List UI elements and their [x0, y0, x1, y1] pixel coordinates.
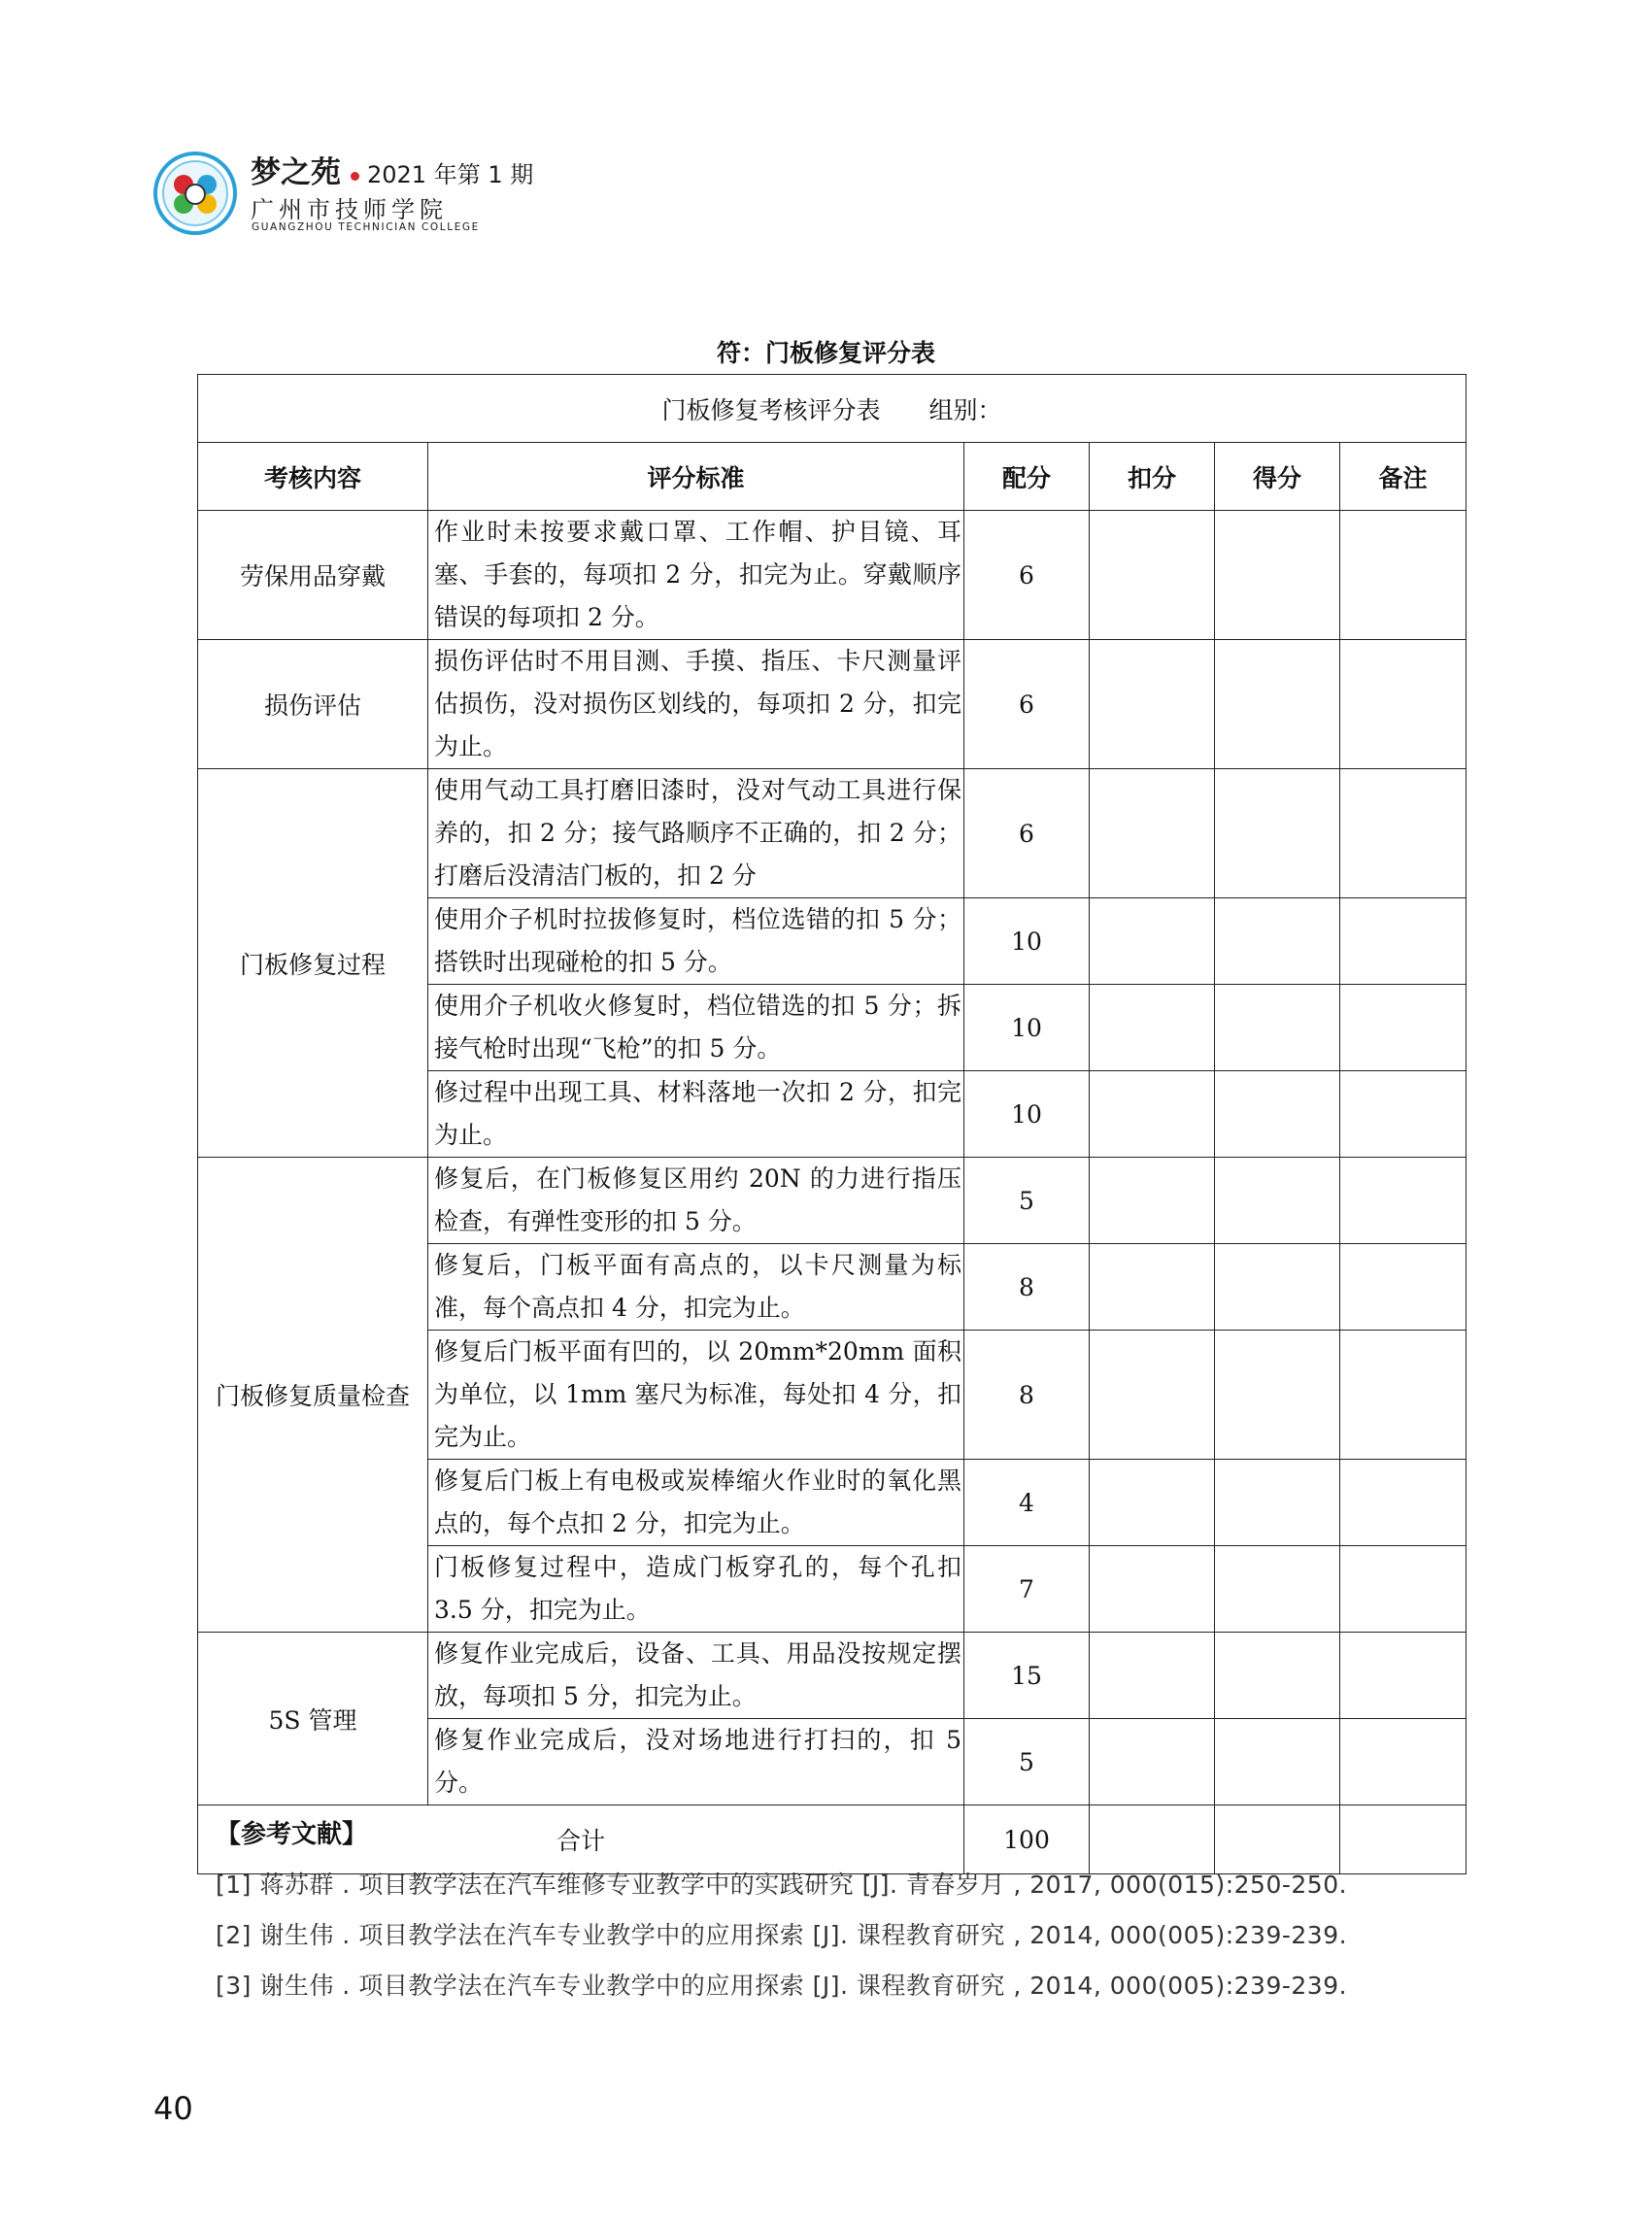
points-cell: 15 — [964, 1633, 1090, 1719]
table-row — [198, 1158, 1467, 1244]
remarks-cell[interactable] — [1340, 640, 1467, 769]
score-cell[interactable] — [1215, 985, 1340, 1071]
issue-label: 2021 年第 1 期 — [367, 161, 534, 188]
header-points: 配分 — [964, 443, 1090, 511]
reference-item: [3] 谢生伟 . 项目教学法在汽车专业教学中的应用探索 [J]. 课程教育研究 , 2014, 000(005):239-239. — [216, 1972, 1348, 2000]
deduction-cell[interactable] — [1090, 1244, 1215, 1331]
deduction-cell[interactable] — [1090, 1546, 1215, 1633]
points-cell: 6 — [964, 769, 1090, 898]
total-points: 100 — [964, 1805, 1090, 1874]
points-cell: 4 — [964, 1460, 1090, 1546]
criteria-cell: 使用介子机时拉拔修复时，档位选错的扣 5 分；搭铁时出现碰枪的扣 5 分。 — [428, 898, 964, 985]
references-section — [216, 1814, 1478, 2002]
remarks-cell[interactable] — [1340, 1158, 1467, 1244]
criteria-cell: 作业时未按要求戴口罩、工作帽、护目镜、耳塞、手套的，每项扣 2 分，扣完为止。穿戴顺序错误的每项扣 2 分。 — [428, 511, 964, 640]
remarks-cell[interactable] — [1340, 985, 1467, 1071]
remarks-cell[interactable] — [1340, 1719, 1467, 1805]
category-cell: 门板修复质量检查 — [198, 1158, 428, 1633]
deduction-cell[interactable] — [1090, 1633, 1215, 1719]
table-row — [198, 511, 1467, 640]
header-content: 考核内容 — [198, 443, 428, 511]
criteria-cell: 修复后门板平面有凹的，以 20mm*20mm 面积为单位，以 1mm 塞尺为标准，每处扣 4 分，扣完为止。 — [428, 1331, 964, 1460]
header-remarks: 备注 — [1340, 443, 1467, 511]
page-number: 40 — [153, 2090, 193, 2127]
criteria-cell: 修复作业完成后，设备、工具、用品没按规定摆放，每项扣 5 分，扣完为止。 — [428, 1633, 964, 1719]
deduction-cell[interactable] — [1090, 769, 1215, 898]
points-cell: 5 — [964, 1158, 1090, 1244]
score-cell[interactable] — [1215, 1158, 1340, 1244]
points-cell: 8 — [964, 1331, 1090, 1460]
score-cell[interactable] — [1215, 1460, 1340, 1546]
criteria-cell: 修复作业完成后，没对场地进行打扫的，扣 5 分。 — [428, 1719, 964, 1805]
college-logo — [153, 152, 237, 235]
criteria-cell: 使用介子机收火修复时，档位错选的扣 5 分；拆接气枪时出现“飞枪”的扣 5 分。 — [428, 985, 964, 1071]
points-cell: 6 — [964, 511, 1090, 640]
table-row — [198, 640, 1467, 769]
score-cell[interactable] — [1215, 1546, 1340, 1633]
points-cell: 7 — [964, 1546, 1090, 1633]
criteria-cell: 门板修复过程中，造成门板穿孔的，每个孔扣 3.5 分，扣完为止。 — [428, 1546, 964, 1633]
table-row — [198, 1633, 1467, 1719]
red-dot-icon — [351, 172, 359, 181]
college-name-en: GUANGZHOU TECHNICIAN COLLEGE — [252, 221, 480, 233]
college-name-cn: 广州市技师学院 — [251, 196, 448, 223]
points-cell: 6 — [964, 640, 1090, 769]
score-cell[interactable] — [1215, 898, 1340, 985]
header-deduction: 扣分 — [1090, 443, 1215, 511]
category-cell: 5S 管理 — [198, 1633, 428, 1805]
deduction-cell[interactable] — [1090, 1158, 1215, 1244]
deduction-cell[interactable] — [1090, 1460, 1215, 1546]
remarks-cell[interactable] — [1340, 769, 1467, 898]
deduction-cell[interactable] — [1090, 898, 1215, 985]
reference-item: [1] 蒋苏群 . 项目教学法在汽车维修专业教学中的实践研究 [J]. 青春岁月 , 2017, 000(015):250-250. — [216, 1871, 1348, 1899]
criteria-cell: 修复后，门板平面有高点的，以卡尺测量为标准，每个高点扣 4 分，扣完为止。 — [428, 1244, 964, 1331]
remarks-cell[interactable] — [1340, 1633, 1467, 1719]
references-title: 【参考文献】 — [216, 1820, 368, 1849]
deduction-cell[interactable] — [1090, 1719, 1215, 1805]
deduction-cell[interactable] — [1090, 1331, 1215, 1460]
points-cell: 5 — [964, 1719, 1090, 1805]
magazine-name: 梦之苑 — [251, 155, 341, 190]
deduction-cell[interactable] — [1090, 511, 1215, 640]
remarks-cell[interactable] — [1340, 1071, 1467, 1158]
remarks-cell[interactable] — [1340, 1460, 1467, 1546]
table-title: 门板修复考核评分表 组别： — [198, 375, 1467, 443]
score-cell[interactable] — [1215, 1633, 1340, 1719]
page-header — [153, 148, 697, 240]
score-cell[interactable] — [1215, 1331, 1340, 1460]
points-cell: 10 — [964, 898, 1090, 985]
criteria-cell: 修过程中出现工具、材料落地一次扣 2 分，扣完为止。 — [428, 1071, 964, 1158]
remarks-cell[interactable] — [1340, 1331, 1467, 1460]
table-row — [198, 769, 1467, 898]
deduction-cell[interactable] — [1090, 640, 1215, 769]
category-cell: 损伤评估 — [198, 640, 428, 769]
category-cell: 门板修复过程 — [198, 769, 428, 1158]
criteria-cell: 使用气动工具打磨旧漆时，没对气动工具进行保养的，扣 2 分；接气路顺序不正确的，扣 2 分；打磨后没清洁门板的，扣 2 分 — [428, 769, 964, 898]
score-cell[interactable] — [1215, 1719, 1340, 1805]
points-cell: 10 — [964, 1071, 1090, 1158]
remarks-cell[interactable] — [1340, 1244, 1467, 1331]
header-score: 得分 — [1215, 443, 1340, 511]
score-cell[interactable] — [1215, 511, 1340, 640]
points-cell: 8 — [964, 1244, 1090, 1331]
header-criteria: 评分标准 — [428, 443, 964, 511]
deduction-cell[interactable] — [1090, 985, 1215, 1071]
magazine-title — [251, 148, 533, 191]
remarks-cell[interactable] — [1340, 511, 1467, 640]
score-cell[interactable] — [1215, 769, 1340, 898]
criteria-cell: 修复后门板上有电极或炭棒缩火作业时的氧化黑点的，每个点扣 2 分，扣完为止。 — [428, 1460, 964, 1546]
score-cell[interactable] — [1215, 1071, 1340, 1158]
points-cell: 10 — [964, 985, 1090, 1071]
deduction-cell[interactable] — [1090, 1071, 1215, 1158]
criteria-cell: 修复后，在门板修复区用约 20N 的力进行指压检查，有弹性变形的扣 5 分。 — [428, 1158, 964, 1244]
scoring-table — [197, 374, 1467, 1874]
remarks-cell[interactable] — [1340, 898, 1467, 985]
score-cell[interactable] — [1215, 1244, 1340, 1331]
remarks-cell[interactable] — [1340, 1546, 1467, 1633]
criteria-cell: 损伤评估时不用目测、手摸、指压、卡尺测量评估损伤，没对损伤区划线的，每项扣 2 分，扣完为止。 — [428, 640, 964, 769]
score-cell[interactable] — [1215, 640, 1340, 769]
table-caption: 符：门板修复评分表 — [716, 339, 935, 367]
reference-item: [2] 谢生伟 . 项目教学法在汽车专业教学中的应用探索 [J]. 课程教育研究 , 2014, 000(005):239-239. — [216, 1921, 1348, 1949]
category-cell: 劳保用品穿戴 — [198, 511, 428, 640]
total-label: 合计 — [198, 1805, 964, 1874]
